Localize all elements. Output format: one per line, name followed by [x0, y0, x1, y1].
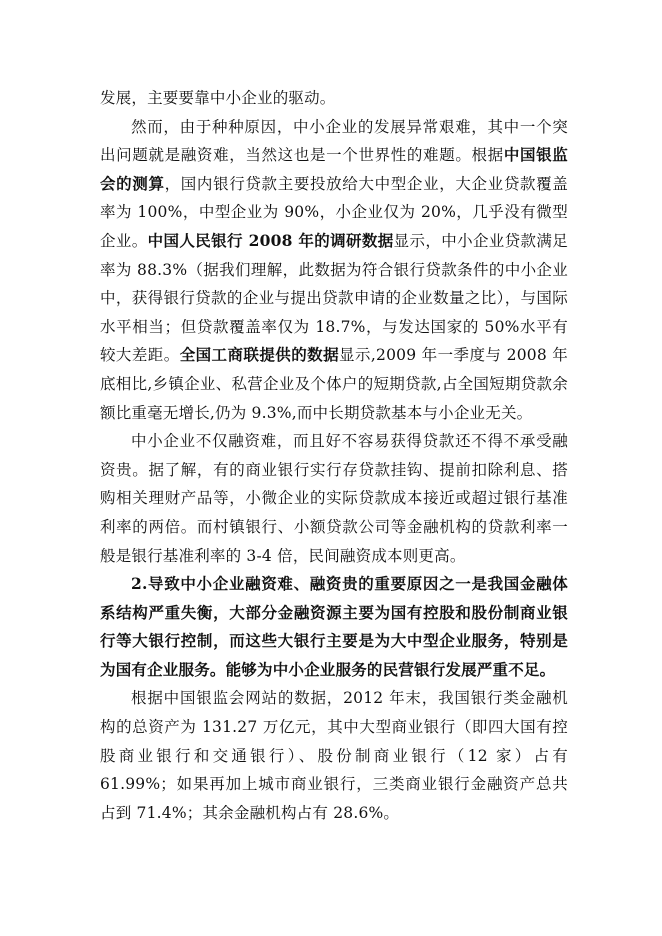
bold-source-cbrc: 中国银监会的测算: [100, 145, 568, 193]
text-run: 然而，由于种种原因，中小企业的发展异常艰难，其中一个突出问题就是融资难，当然这也是一个世界性的难题。根据: [100, 117, 568, 165]
text-run: 中小企业不仅融资难，而且好不容易获得贷款还不得不承受融资贵。据了解，有的商业银行实行存贷款挂钩、提前扣除利息、搭购相关理财产品等，小微企业的实际贷款成本接近或超过银行基准利率的两倍。而村镇银行、小额贷款公司等金融机构的贷款利率一般是银行基准利率的 3-4 倍，民间融资成本则更高。: [100, 432, 568, 565]
text-run: 显示,2009 年一季度与 2008 年底相比,乡镇企业、私营企业及个体户的短期贷款,占全国短期贷款余额比重毫无增长,仍为 9.3%,而中长期贷款基本与小企业无关。: [100, 346, 568, 422]
document-page: [100, 84, 568, 827]
paragraph-1: [100, 84, 568, 113]
paragraph-3: [100, 427, 568, 570]
text-run: 根据中国银监会网站的数据，2012 年末，我国银行类金融机构的总资产为 131.27 万亿元，其中大型商业银行（即四大国有控股商业银行和交通银行）、股份制商业银行（12 家）占有 61.99%；如果再加上城市商业银行，三类商业银行金融资产总共占到 71.4%；其余金融机构占有 28.6%。: [100, 689, 568, 822]
bold-source-acfic: 全国工商联提供的数据: [179, 345, 340, 365]
text-run: 2.导致中小企业融资难、融资贵的重要原因之一是我国金融体系结构严重失衡，大部分金融资源主要为国有控股和股份制商业银行等大银行控制，而这些大银行主要是为大中型企业服务，特别是为国有企业服务。能够为中小企业服务的民营银行发展严重不足。: [100, 574, 568, 679]
text-run: ，国内银行贷款主要投放给大中型企业，大企业贷款覆盖率为 100%，中型企业为 90%，小企业仅为 20%，几乎没有微型企业。: [100, 174, 568, 250]
text-run: 显示，中小企业贷款满足率为 88.3%（据我们理解，此数据为符合银行贷款条件的中小企业中，获得银行贷款的企业与提出贷款申请的企业数量之比），与国际水平相当；但贷款覆盖率仅为 18.7%，与发达国家的 50%水平有较大差距。: [100, 231, 568, 365]
text-run: 发展，主要要靠中小企业的驱动。: [100, 89, 336, 107]
paragraph-5: [100, 684, 568, 827]
bold-source-pboc: 中国人民银行 2008 年的调研数据: [147, 230, 394, 250]
paragraph-4-bold-heading: [100, 570, 568, 684]
paragraph-2: [100, 113, 568, 428]
